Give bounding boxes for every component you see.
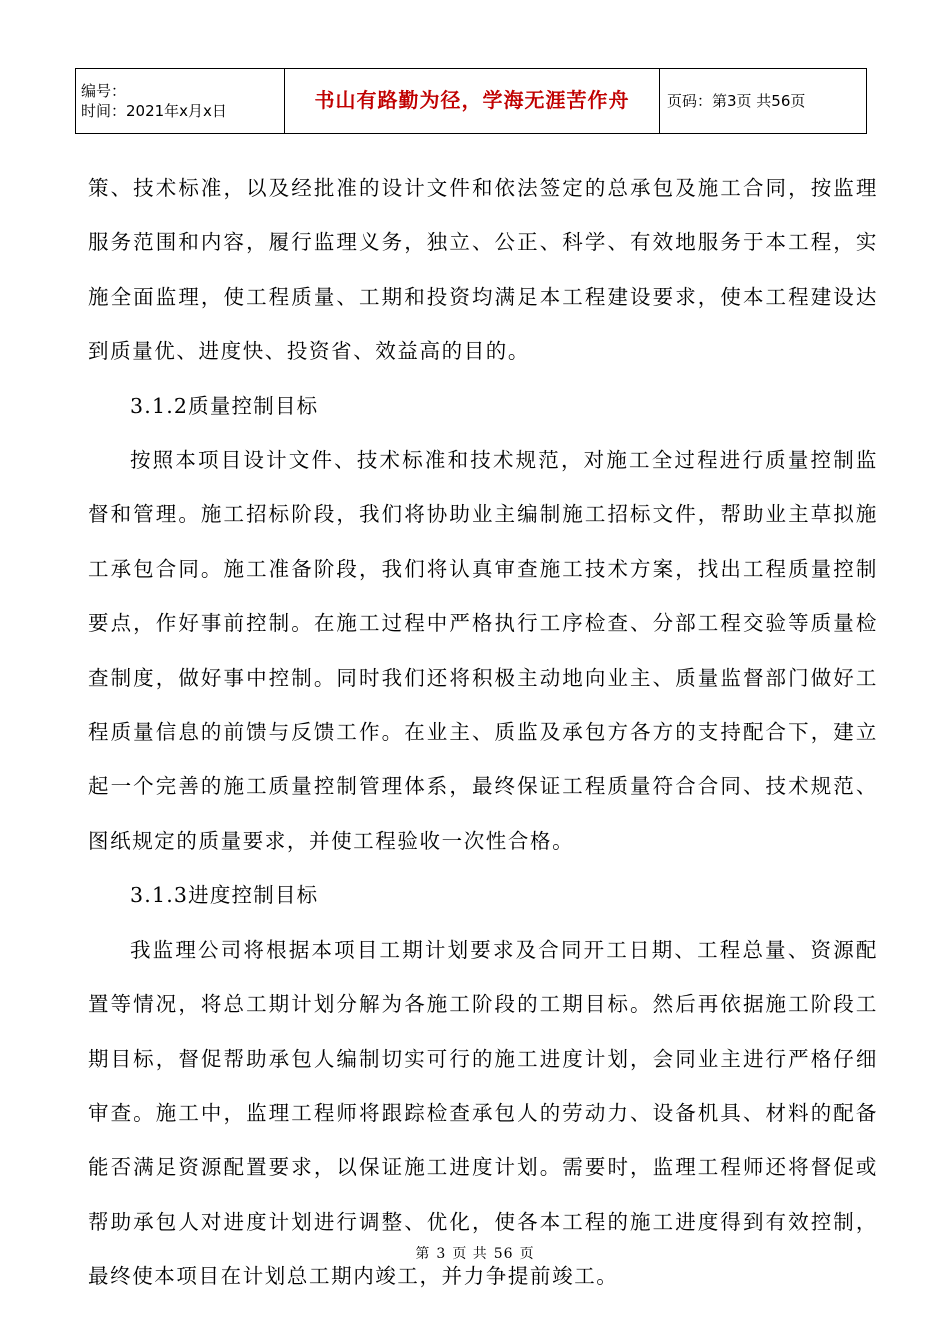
document-date-label: 时间：2021年x月x日 <box>81 102 227 120</box>
header-right-cell <box>660 69 867 134</box>
footer-page-middle: 页 共 <box>452 1246 488 1262</box>
header-motto-cell <box>285 69 660 134</box>
document-number-label: 编号： <box>81 82 127 100</box>
paragraph-continuation: 策、技术标准，以及经批准的设计文件和依法签定的总承包及施工合同，按监理服务范围和内容，履行监理义务，独立、公正、科学、有效地服务于本工程，实施全面监理，使工程质量、工期和投资均满足本工程建设要求，使本工程建设达到质量优、进度快、投资省、效益高的目的。 <box>88 176 878 364</box>
header-table <box>75 68 867 134</box>
header-page-info: 页码：第3页 共56页 <box>667 92 806 110</box>
footer-page-number: 3 <box>436 1246 447 1262</box>
section-heading-quality: 3.1.2质量控制目标 <box>130 393 319 418</box>
paragraph-progress-control: 我监理公司将根据本项目工期计划要求及合同开工日期、工程总量、资源配置等情况，将总工期计划分解为各施工阶段的工期目标。然后再依据施工阶段工期目标，督促帮助承包人编制切实可行的施工进度计划，会同业主进行严格仔细审查。施工中，监理工程师将跟踪检查承包人的劳动力、设备机具、材料的配备能否满足资源配置要求，以保证施工进度计划。需要时，监理工程师还将督促或帮助承包人对进度计划进行调整、优化，使各本工程的施工进度得到有效控制，最终使本项目在计划总工期内竣工，并力争提前竣工。 <box>88 937 878 1289</box>
footer-total-pages: 56 <box>493 1246 514 1262</box>
document-body <box>88 161 878 1304</box>
section-heading-progress: 3.1.3进度控制目标 <box>130 883 319 908</box>
footer-page-prefix: 第 <box>415 1246 431 1262</box>
footer-page-suffix: 页 <box>519 1246 535 1262</box>
header-left-cell <box>76 69 285 134</box>
paragraph-quality-control: 按照本项目设计文件、技术标准和技术规范，对施工全过程进行质量控制监督和管理。施工招标阶段，我们将协助业主编制施工招标文件，帮助业主草拟施工承包合同。施工准备阶段，我们将认真审查施工技术方案，找出工程质量控制要点，作好事前控制。在施工过程中严格执行工序检查、分部工程交验等质量检查制度，做好事中控制。同时我们还将积极主动地向业主、质量监督部门做好工程质量信息的前馈与反馈工作。在业主、质监及承包方各方的支持配合下，建立起一个完善的施工质量控制管理体系，最终保证工程质量符合合同、技术规范、图纸规定的质量要求，并使工程验收一次性合格。 <box>88 448 878 853</box>
page-footer <box>0 1243 950 1263</box>
header-motto: 书山有路勤为径，学海无涯苦作舟 <box>314 88 630 112</box>
